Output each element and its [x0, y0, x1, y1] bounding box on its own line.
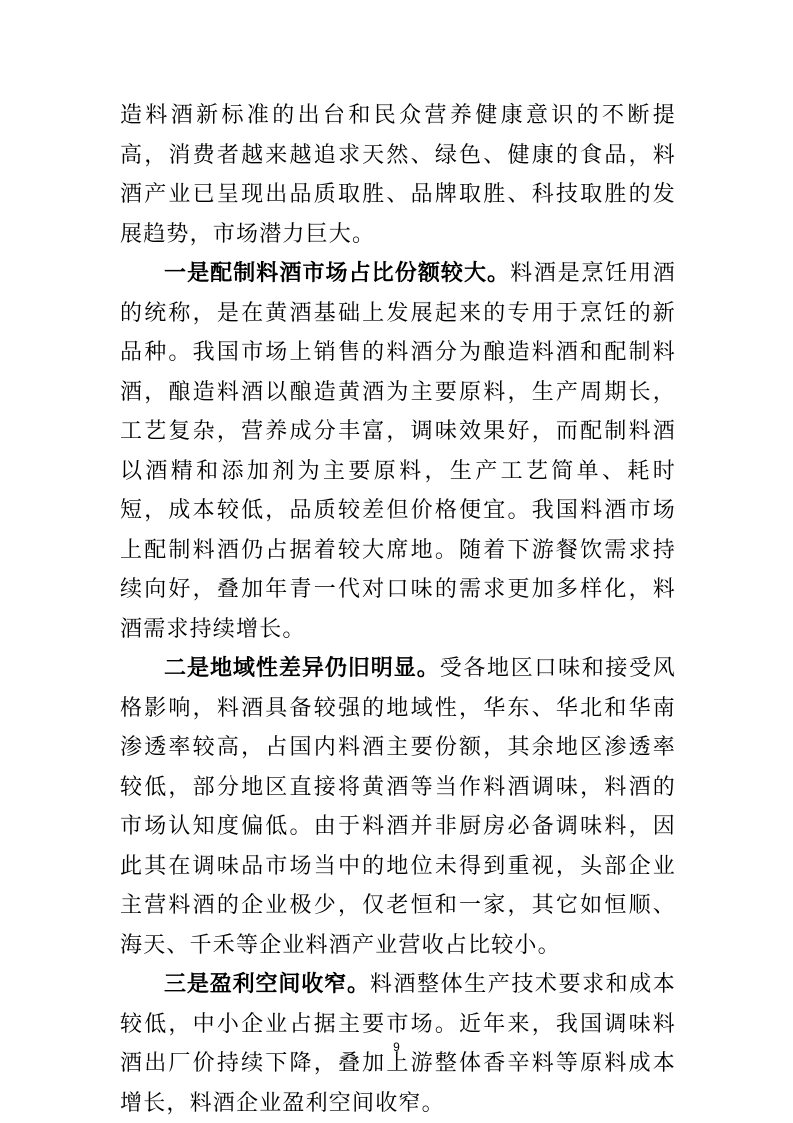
paragraph-heading: 一是配制料酒市场占比份额较大。: [164, 261, 511, 286]
paragraph-heading: 二是地域性差异仍旧明显。: [164, 656, 440, 681]
document-body: [120, 96, 676, 1123]
paragraph-point-1: [120, 254, 676, 649]
paragraph-heading: 三是盈利空间收窄。: [164, 972, 370, 997]
paragraph-text: 造料酒新标准的出台和民众营养健康意识的不断提高，消费者越来越追求天然、绿色、健康的食品，料酒产业已呈现出品质取胜、品牌取胜、科技取胜的发展趋势，市场潜力巨大。: [120, 103, 676, 247]
paragraph-text: 受各地区口味和接受风格影响，料酒具备较强的地域性，华东、华北和华南渗透率较高，占国内料酒主要份额，其余地区渗透率较低，部分地区直接将黄酒等当作料酒调味，料酒的市场认知度偏低。由于料酒并非厨房必备调味料，因此其在调味品市场当中的地位未得到重视，头部企业主营料酒的企业极少，仅老恒和一家，其它如恒顺、海天、千禾等企业料酒产业营收占比较小。: [120, 656, 676, 958]
paragraph-text: 料酒整体生产技术要求和成本较低，中小企业占据主要市场。近年来，我国调味料酒出厂价持续下降，叠加上游整体香辛料等原料成本增长，料酒企业盈利空间收窄。: [120, 972, 676, 1116]
page-number: 9: [393, 1040, 400, 1054]
paragraph-point-2: [120, 649, 676, 965]
paragraph-text: 料酒是烹饪用酒的统称，是在黄酒基础上发展起来的专用于烹饪的新品种。我国市场上销售的料酒分为酿造料酒和配制料酒，酿造料酒以酿造黄酒为主要原料，生产周期长，工艺复杂，营养成分丰富，调味效果好，而配制料酒以酒精和添加剂为主要原料，生产工艺简单、耗时短，成本较低，品质较差但价格便宜。我国料酒市场上配制料酒仍占据着较大席地。随着下游餐饮需求持续向好，叠加年青一代对口味的需求更加多样化，料酒需求持续增长。: [120, 261, 676, 642]
paragraph-intro: [120, 96, 676, 254]
